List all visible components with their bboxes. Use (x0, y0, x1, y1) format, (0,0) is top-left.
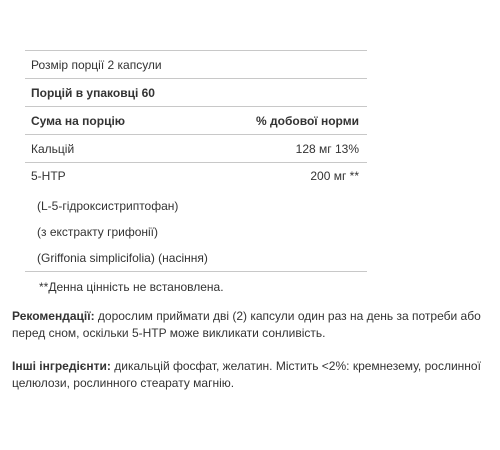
daily-value-header: % добової норми (256, 113, 359, 128)
nutrient-value: 200 мг ** (310, 169, 359, 183)
other-ingredients-paragraph (12, 358, 487, 392)
servings-per-container-text: Порцій в упаковці 60 (31, 85, 155, 100)
amount-per-serving-header: Сума на порцію (31, 113, 126, 128)
nutrient-row-calcium (25, 135, 367, 163)
serving-size-text: Розмір порції 2 капсули (31, 57, 162, 72)
recommendations-paragraph (12, 308, 487, 342)
nutrient-subline-text: (з екстракту грифонії) (37, 225, 159, 239)
nutrient-value: 128 мг 13% (295, 141, 359, 156)
serving-size (25, 51, 367, 79)
footnote-text: **Денна цінність не встановлена. (39, 280, 224, 294)
other-ingredients-label: Інші інгредієнти: (12, 359, 111, 373)
recommendations-label: Рекомендації: (12, 309, 95, 323)
nutrient-subline-text: (Griffonia simplicifolia) (насіння) (37, 251, 208, 265)
recommendations-text: дорослим приймати дві (2) капсули один раз на день за потреби або перед сном, оскільки 5-HTP може викликати сонливість. (12, 309, 481, 340)
daily-value-footnote (25, 272, 367, 302)
nutrient-subline-text: (L-5-гідроксистриптофан) (37, 199, 179, 213)
other-ingredients-text: дикальцій фосфат, желатин. Містить <2%: кремнезему, рослинної целюлози, рослинного стеарату магнію. (12, 359, 481, 390)
supplement-facts-table (25, 50, 367, 302)
facts-header-row (25, 107, 367, 135)
nutrient-name: 5-HTP (31, 169, 66, 183)
servings-per-container (25, 79, 367, 107)
nutrient-row-5htp (25, 163, 367, 193)
nutrient-name: Кальцій (31, 141, 75, 156)
nutrient-subline (25, 193, 367, 219)
nutrient-subline (25, 219, 367, 245)
nutrient-subline (25, 245, 367, 272)
